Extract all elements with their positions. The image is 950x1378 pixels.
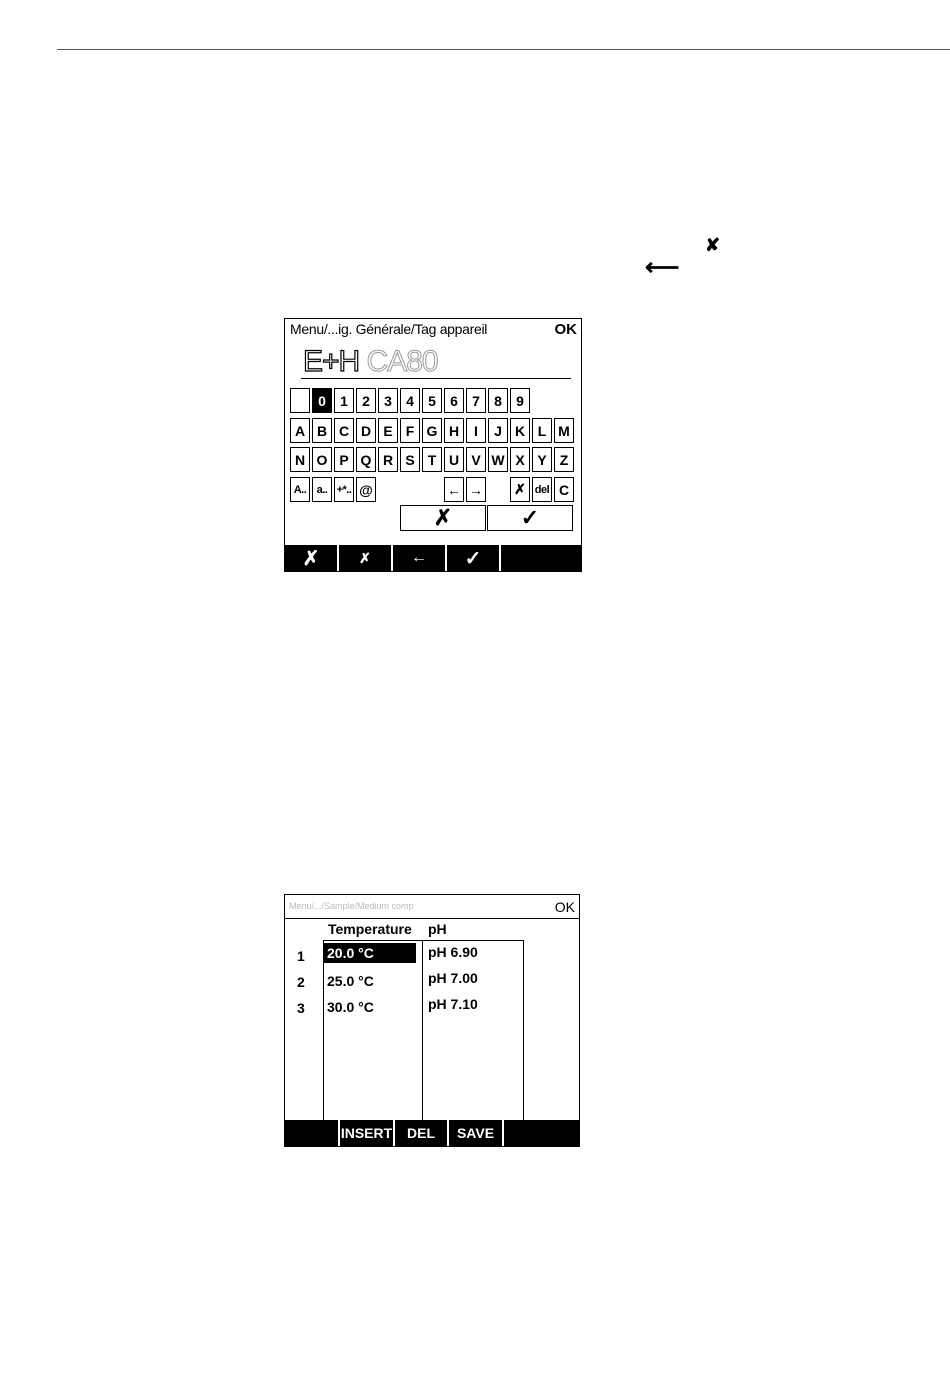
- key-symbols-set[interactable]: +*..: [334, 477, 354, 502]
- row-number: 1: [297, 948, 305, 964]
- key-Q[interactable]: Q: [356, 447, 376, 472]
- row-number: 3: [297, 1000, 305, 1016]
- column-header-temperature: Temperature: [328, 921, 412, 937]
- key-c-clear-all[interactable]: C: [554, 477, 574, 502]
- key-N[interactable]: N: [290, 447, 310, 472]
- clear-icon: ✘: [705, 235, 721, 255]
- key-X[interactable]: X: [510, 447, 530, 472]
- key-4[interactable]: 4: [400, 388, 420, 413]
- softkey-insert[interactable]: INSERT: [340, 1120, 395, 1146]
- key-M[interactable]: M: [554, 418, 574, 443]
- key-2[interactable]: 2: [356, 388, 376, 413]
- temperature-cell-selected[interactable]: 20.0 °C: [324, 943, 416, 963]
- softkey-bar: [285, 1120, 579, 1146]
- page-top-rule: [57, 49, 950, 50]
- softkey-clear[interactable]: ✗: [339, 545, 393, 571]
- key-6[interactable]: 6: [444, 388, 464, 413]
- ok-indicator: OK: [554, 321, 577, 338]
- key-S[interactable]: S: [400, 447, 420, 472]
- key-I[interactable]: I: [466, 418, 486, 443]
- softkey-confirm[interactable]: ✓: [447, 545, 501, 571]
- softkey-bar: [285, 545, 581, 571]
- ph-cell[interactable]: pH 7.10: [428, 996, 478, 1012]
- key-L[interactable]: L: [532, 418, 552, 443]
- key-C[interactable]: C: [334, 418, 354, 443]
- key-A[interactable]: A: [290, 418, 310, 443]
- key-E[interactable]: E: [378, 418, 398, 443]
- key-clear[interactable]: ✗: [510, 477, 530, 502]
- key-lowercase-set[interactable]: a..: [312, 477, 332, 502]
- key-space[interactable]: [290, 388, 310, 413]
- key-1[interactable]: 1: [334, 388, 354, 413]
- ok-indicator: OK: [554, 899, 575, 915]
- key-7[interactable]: 7: [466, 388, 486, 413]
- key-F[interactable]: F: [400, 418, 420, 443]
- key-at[interactable]: @: [356, 477, 376, 502]
- key-B[interactable]: B: [312, 418, 332, 443]
- key-uppercase-set[interactable]: A..: [290, 477, 310, 502]
- column-header-ph: pH: [428, 921, 447, 937]
- backspace-arrow-icon: ⟵: [645, 254, 680, 281]
- key-Z[interactable]: Z: [554, 447, 574, 472]
- key-R[interactable]: R: [378, 447, 398, 472]
- key-cursor-left[interactable]: ←: [444, 477, 464, 502]
- breadcrumb-title: Menu/...ig. Générale/Tag appareil: [290, 321, 488, 337]
- header-divider: [285, 918, 579, 919]
- softkey-cancel[interactable]: ✗: [285, 545, 339, 571]
- breadcrumb-title: Menu/.../Sample/Medium comp: [289, 901, 414, 911]
- key-cursor-right[interactable]: →: [466, 477, 486, 502]
- temperature-cell[interactable]: 30.0 °C: [327, 999, 374, 1015]
- key-V[interactable]: V: [466, 447, 486, 472]
- cancel-button[interactable]: ✗: [400, 505, 486, 531]
- ph-cell[interactable]: pH 6.90: [428, 944, 478, 960]
- key-0[interactable]: 0: [312, 388, 332, 413]
- key-del[interactable]: del: [532, 477, 552, 502]
- key-3[interactable]: 3: [378, 388, 398, 413]
- ph-cell[interactable]: pH 7.00: [428, 970, 478, 986]
- input-underline: [301, 378, 571, 379]
- table-editor-screen: [284, 894, 580, 1147]
- key-8[interactable]: 8: [488, 388, 508, 413]
- softkey-save[interactable]: SAVE: [449, 1120, 504, 1146]
- softkey-empty[interactable]: [504, 1120, 579, 1146]
- softkey-backspace[interactable]: ←: [393, 545, 447, 571]
- key-G[interactable]: G: [422, 418, 442, 443]
- key-O[interactable]: O: [312, 447, 332, 472]
- softkey-empty[interactable]: [501, 545, 581, 571]
- key-D[interactable]: D: [356, 418, 376, 443]
- text-entry-screen: [284, 318, 582, 572]
- key-5[interactable]: 5: [422, 388, 442, 413]
- confirm-button[interactable]: ✓: [487, 505, 573, 531]
- key-K[interactable]: K: [510, 418, 530, 443]
- key-J[interactable]: J: [488, 418, 508, 443]
- key-9[interactable]: 9: [510, 388, 530, 413]
- softkey-empty[interactable]: [285, 1120, 340, 1146]
- key-U[interactable]: U: [444, 447, 464, 472]
- key-H[interactable]: H: [444, 418, 464, 443]
- tag-input-field[interactable]: [303, 347, 438, 377]
- softkey-del[interactable]: DEL: [395, 1120, 449, 1146]
- temperature-cell[interactable]: 25.0 °C: [327, 973, 374, 989]
- ph-column: [422, 940, 524, 1121]
- tag-value-part2: CA80: [366, 345, 438, 378]
- tag-value-part1: E+H: [303, 345, 360, 378]
- key-Y[interactable]: Y: [532, 447, 552, 472]
- key-T[interactable]: T: [422, 447, 442, 472]
- row-number: 2: [297, 974, 305, 990]
- temperature-column: [323, 940, 423, 1121]
- key-P[interactable]: P: [334, 447, 354, 472]
- key-W[interactable]: W: [488, 447, 508, 472]
